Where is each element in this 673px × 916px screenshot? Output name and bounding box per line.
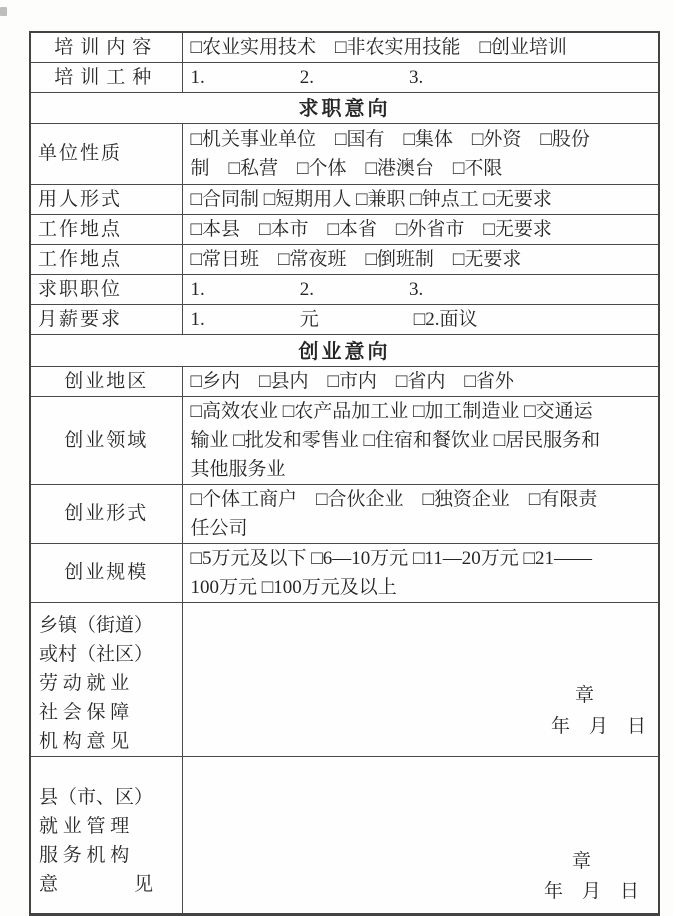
startup-scale-options [182,544,659,603]
startup-region-label: 创业地区 [30,367,182,397]
row-training-content [30,32,659,63]
startup-scale-line1: □5万元及以下 □6—10万元 □11—20万元 □21—— [190,548,592,569]
startup-field-label: 创业领域 [30,397,182,485]
county-stamp-placeholder: 章 [571,851,591,872]
row-unit-nature [30,124,659,185]
township-opinion-label-line3: 劳 动 就 业 [39,673,130,694]
work-shift-checkboxes: □常日班 □常夜班 □倒班制 □无要求 [190,249,522,270]
training-content-checkboxes: □农业实用技术 □非农实用技能 □创业培训 [190,37,567,58]
work-shift-label: 工作地点 [30,245,182,275]
startup-field-options [182,397,659,485]
county-opinion-area [182,757,659,915]
work-shift-options [182,245,659,275]
row-startup-region [30,367,659,397]
township-opinion-label-line2: 或村（社区） [39,644,154,665]
employment-form-checkboxes: □合同制 □短期用人 □兼职 □钟点工 □无要求 [190,189,552,210]
training-trade-label: 培训工种 [30,63,182,93]
salary-requirement-label: 月薪要求 [30,305,182,335]
row-startup-form [30,485,659,544]
startup-scale-line2: 100万元 □100万元及以上 [190,577,397,598]
employment-form-options [182,185,659,215]
job-position-blanks [182,275,659,305]
township-opinion-label-line4: 社 会 保 障 [39,702,130,723]
startup-field-line1: □高效农业 □农产品加工业 □加工制造业 □交通运 [190,401,593,422]
county-opinion-label [30,757,182,915]
startup-scale-label: 创业规模 [30,544,182,603]
county-opinion-label-line2: 就 业 管 理 [39,816,130,837]
row-startup-field [30,397,659,485]
township-opinion-label [30,603,182,757]
startup-section-title: 创业意向 [30,335,659,367]
startup-form-label: 创业形式 [30,485,182,544]
work-location-label: 工作地点 [30,215,182,245]
row-salary-requirement [30,305,659,335]
training-trade-blanks [182,63,659,93]
employment-form-label: 用人形式 [30,185,182,215]
row-startup-scale [30,544,659,603]
row-job-position [30,275,659,305]
county-opinion-label-line1: 县（市、区） [39,787,154,808]
county-opinion-label-line3: 服 务 机 构 [39,845,130,866]
startup-form-line2: 任公司 [190,518,248,539]
unit-nature-label: 单位性质 [30,124,182,185]
startup-field-line2: 输业 □批发和零售业 □住宿和餐饮业 □居民服务和 [190,430,601,451]
unit-nature-options [182,124,659,185]
training-trade-numbers: 1. 2. 3. [190,67,424,88]
startup-form-line1: □个体工商户 □合伙企业 □独资企业 □有限责 [190,489,598,510]
row-job-seeking-header [30,93,659,124]
work-location-checkboxes: □本县 □本市 □本省 □外省市 □无要求 [190,219,552,240]
unit-nature-line2: 制 □私营 □个体 □港澳台 □不限 [190,158,503,179]
salary-requirement-line: 1. 元 □2.面议 [190,309,478,330]
row-county-opinion [30,757,659,915]
row-training-trade [30,63,659,93]
county-date-line: 年 月 日 [543,881,639,902]
row-work-location [30,215,659,245]
training-content-label: 培训内容 [30,32,182,63]
township-date-line: 年 月 日 [550,716,646,737]
township-stamp-placeholder: 章 [574,685,594,706]
township-opinion-label-line1: 乡镇（街道） [39,615,154,636]
unit-nature-line1: □机关事业单位 □国有 □集体 □外资 □股份 [190,129,590,150]
row-work-shift [30,245,659,275]
training-content-options [182,32,659,63]
employment-registration-table [29,31,660,916]
row-startup-header [30,335,659,367]
startup-region-options [182,367,659,397]
row-employment-form [30,185,659,215]
startup-form-options [182,485,659,544]
job-position-label: 求职职位 [30,275,182,305]
scan-artifact [0,7,7,16]
job-seeking-section-title: 求职意向 [30,93,659,124]
township-opinion-area [182,603,659,757]
salary-requirement-options [182,305,659,335]
row-township-opinion [30,603,659,757]
startup-field-line3: 其他服务业 [190,459,286,480]
work-location-options [182,215,659,245]
township-opinion-label-line5: 机 构 意 见 [39,731,130,752]
job-position-numbers: 1. 2. 3. [190,279,424,300]
startup-region-checkboxes: □乡内 □县内 □市内 □省内 □省外 [190,371,514,392]
county-opinion-label-line4: 意 见 [39,874,154,895]
